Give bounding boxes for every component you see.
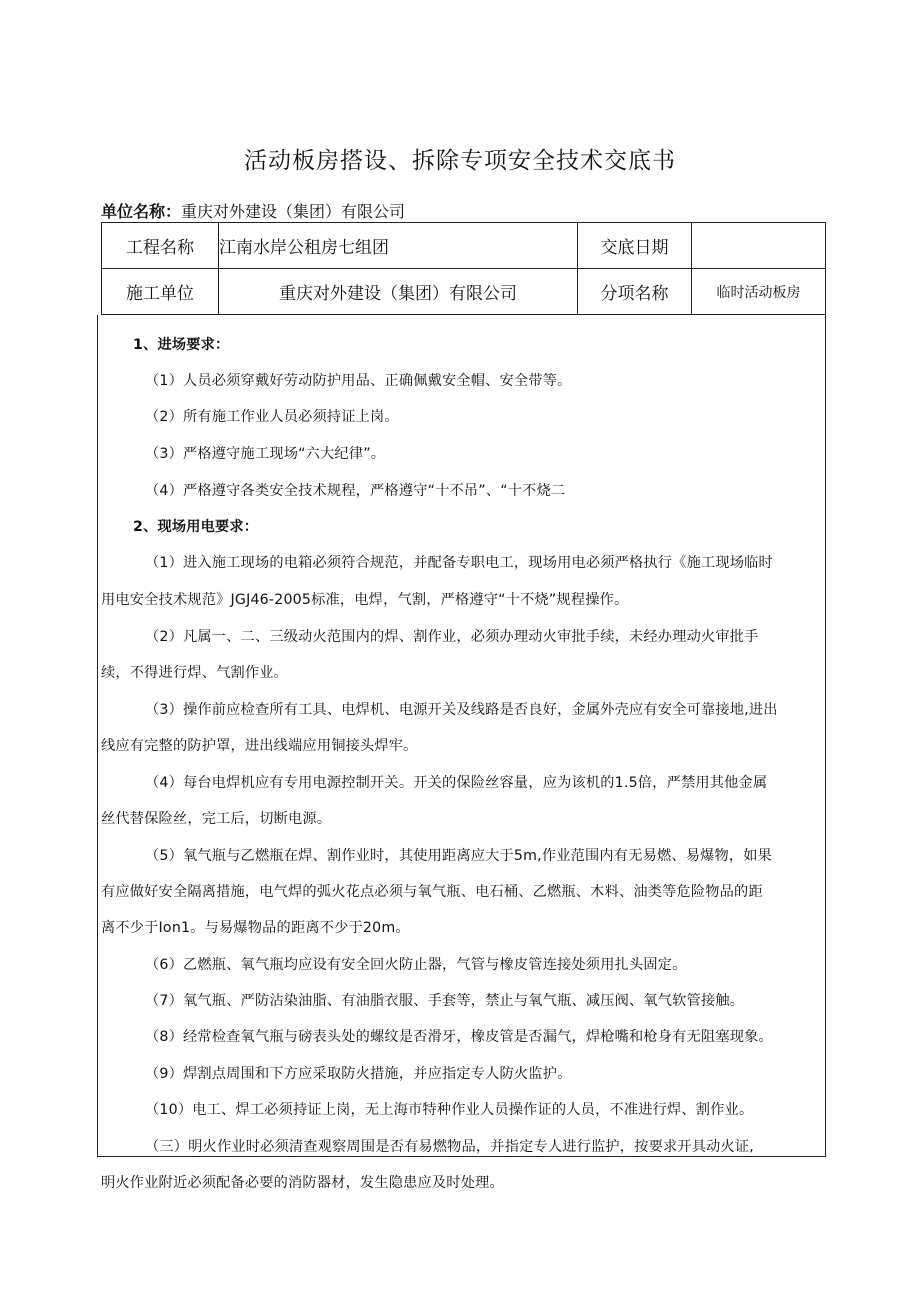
s1-item-2: （2）所有施工作业人员必须持证上岗。 — [145, 409, 399, 425]
s2-item-3b: 线应有完整的防护罩，进出线端应用铜接头焊牢。 — [101, 738, 418, 754]
unit-line — [101, 199, 405, 222]
contractor-value: 重庆对外建设（集团）有限公司 — [219, 269, 578, 315]
table-row — [102, 269, 826, 315]
s2-item-3a: （3）操作前应检查所有工具、电焊机、电源开关及线路是否良好，金属外壳应有安全可靠接地,进出 — [145, 702, 778, 718]
s2-item-10: （10）电工、焊工必须持证上岗，无上海市特种作业人员操作证的人员，不准进行焊、割作业。 — [145, 1102, 754, 1118]
s2-item-8: （8）经常检查氧气瓶与磅表头处的螺纹是否滑牙，橡皮管是否漏气，焊枪嘴和枪身有无阻塞现象。 — [145, 1029, 773, 1045]
s3-line-b: 明火作业附近必须配备必要的消防器材，发生隐患应及时处理。 — [101, 1175, 504, 1191]
date-label: 交底日期 — [578, 223, 692, 269]
s1-item-3: （3）严格遵守施工现场“六大纪律”。 — [145, 446, 386, 462]
s1-item-1: （1）人员必须穿戴好劳动防护用品、正确佩戴安全帽、安全带等。 — [145, 373, 572, 389]
s3-line-a: （三）明火作业时必须清查观察周围是否有易燃物品，并指定专人进行监护，按要求开具动火证, — [145, 1139, 754, 1155]
s1-item-4: （4）严格遵守各类安全技术规程，严格遵守“十不吊”、“十不烧二 — [145, 483, 566, 499]
unit-label: 单位名称： — [101, 202, 182, 221]
s2-item-5c: 离不少于Ion1。与易爆物品的距离不少于20m。 — [101, 920, 410, 936]
s2-item-5a: （5）氧气瓶与乙燃瓶在焊、割作业时，其使用距离应大于5m,作业范围内有无易燃、易爆物，如果 — [145, 848, 773, 864]
document-title: 活动板房搭设、拆除专项安全技术交底书 — [244, 148, 676, 174]
section-1-title: 1、进场要求： — [133, 337, 230, 353]
project-label: 工程名称 — [102, 223, 219, 269]
s2-item-9: （9）焊割点周围和下方应采取防火措施，并应指定专人防火监护。 — [145, 1066, 572, 1082]
s2-item-7: （7）氧气瓶、严防沾染油脂、有油脂衣服、手套等，禁止与氧气瓶、减压阀、氧气软管接触。 — [145, 993, 745, 1009]
s2-item-6: （6）乙燃瓶、氧气瓶均应设有安全回火防止器，气管与橡皮管连接处须用扎头固定。 — [145, 957, 687, 973]
contractor-label: 施工单位 — [102, 269, 219, 315]
s2-item-4a: （4）每台电焊机应有专用电源控制开关。开关的保险丝容量，应为该机的1.5倍，严禁用其他金属 — [145, 775, 768, 791]
project-value: 江南水岸公租房七组团 — [219, 223, 578, 269]
date-value — [692, 223, 826, 269]
s2-item-5b: 有应做好安全隔离措施，电气焊的弧火花点必须与氧气瓶、电石桶、乙燃瓶、木料、油类等危险物品的距 — [101, 884, 763, 900]
s2-item-2a: （2）凡属一、二、三级动火范围内的焊、割作业，必须办理动火审批手续，未经办理动火审批手 — [145, 629, 759, 645]
unit-value: 重庆对外建设（集团）有限公司 — [181, 202, 406, 221]
s2-item-1a: （1）进入施工现场的电箱必须符合规范，并配备专职电工，现场用电必须严格执行《施工现场临时 — [145, 555, 773, 571]
s2-item-4b: 丝代替保险丝，完工后，切断电源。 — [101, 811, 332, 827]
table-row — [102, 223, 826, 269]
section-2-title: 2、现场用电要求： — [133, 519, 259, 535]
item-label: 分项名称 — [578, 269, 692, 315]
s2-item-2b: 续，不得进行焊、气割作业。 — [101, 665, 289, 681]
s2-item-1b: 用电安全技术规范》JGJ46-2005标准，电焊，气割，严格遵守“十不烧”规程操作。 — [101, 592, 629, 608]
info-table — [101, 222, 826, 315]
item-value: 临时活动板房 — [692, 269, 826, 315]
